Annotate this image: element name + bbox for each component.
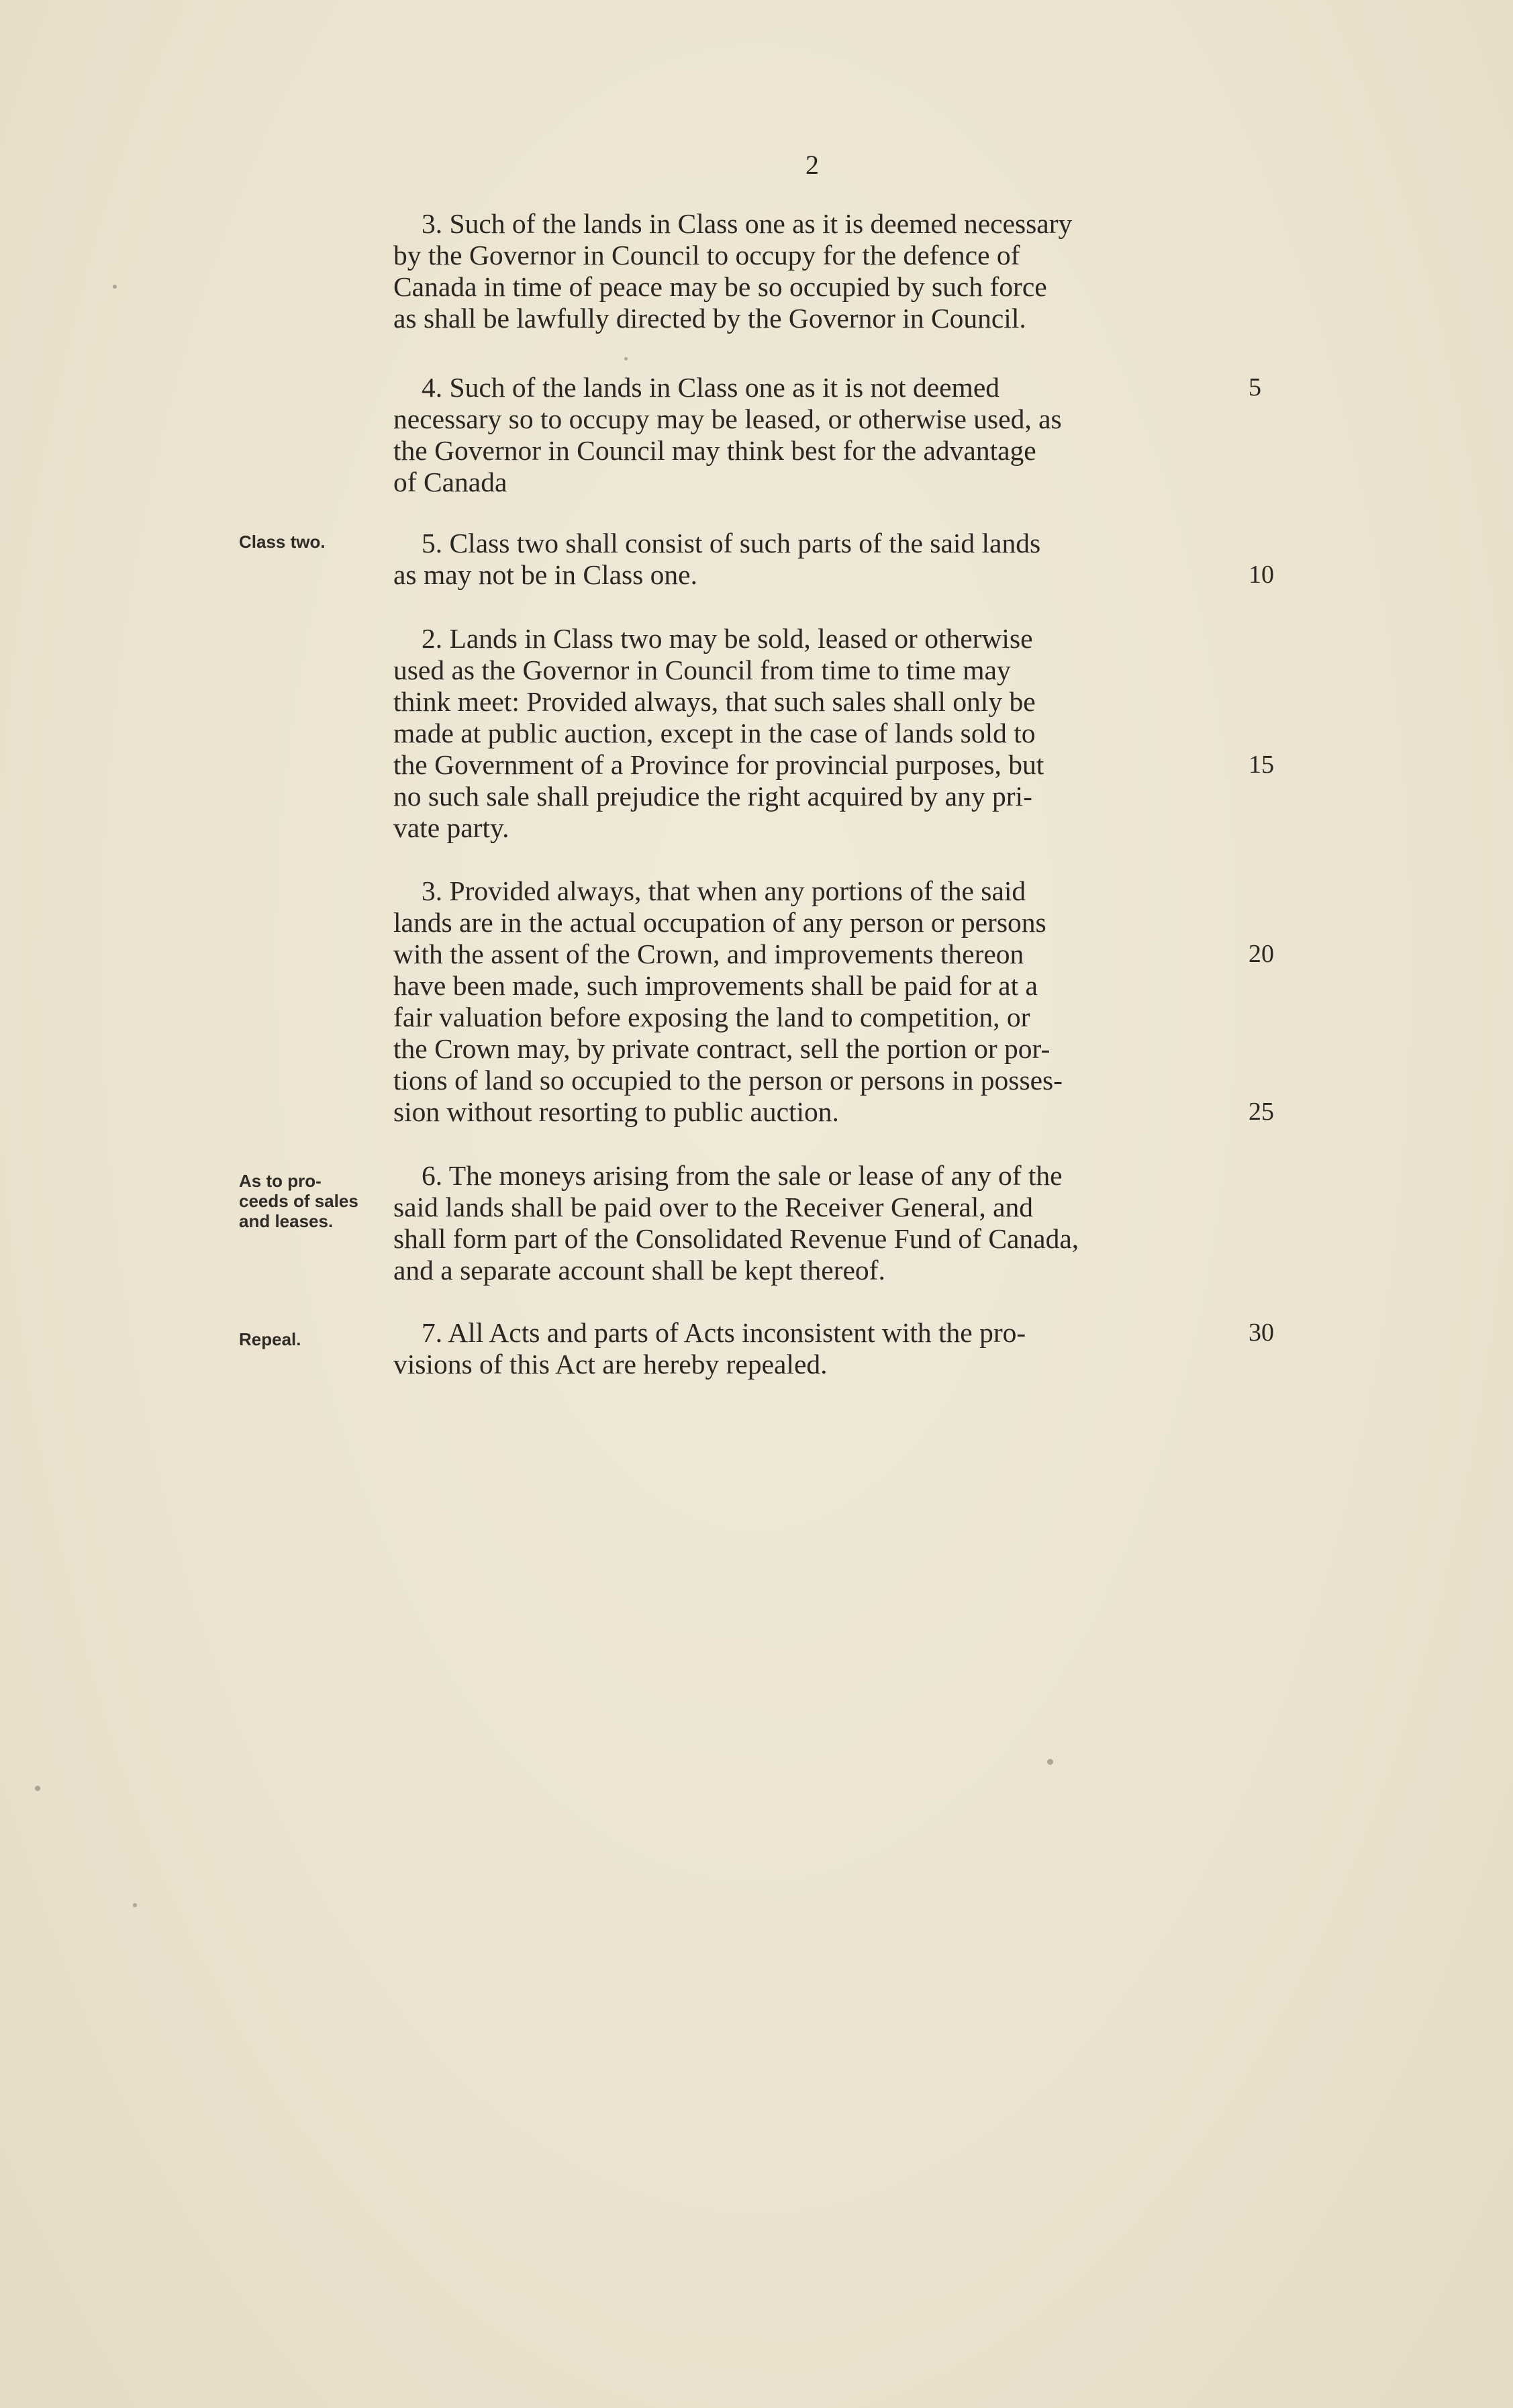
line-number: 10 (1249, 561, 1274, 589)
page-number: 2 (806, 150, 819, 180)
text-line: sion without resorting to public auction. (393, 1096, 839, 1127)
line-number: 25 (1249, 1098, 1274, 1126)
paragraph-section-5-2 (393, 623, 1242, 844)
paper-speck (113, 285, 117, 289)
text-line: vate party. (393, 812, 509, 843)
paragraph-section-6 (393, 1160, 1242, 1286)
text-line: lands are in the actual occupation of any person or persons (393, 907, 1046, 938)
text-line: with the assent of the Crown, and improvements thereon (393, 938, 1024, 969)
margin-note-class-two: Class two. (239, 532, 326, 552)
text-line: necessary so to occupy may be leased, or otherwise used, as (393, 403, 1062, 434)
margin-note-line: ceeds of sales (239, 1191, 358, 1211)
text-line: the Crown may, by private contract, sell the portion or por- (393, 1033, 1051, 1064)
text-line: 5. Class two shall consist of such parts of the said lands (422, 528, 1041, 559)
text-line: 6. The moneys arising from the sale or lease of any of the (422, 1160, 1063, 1191)
text-line: 7. All Acts and parts of Acts inconsistent with the pro- (422, 1317, 1026, 1348)
text-line: made at public auction, except in the case of lands sold to (393, 718, 1036, 749)
line-number: 20 (1249, 940, 1274, 968)
paper-speck (1047, 1759, 1053, 1765)
margin-note-repeal: Repeal. (239, 1329, 301, 1349)
text-line: and a separate account shall be kept thereof. (393, 1255, 885, 1286)
text-line: fair valuation before exposing the land to competition, or (393, 1002, 1030, 1032)
paper-speck (624, 357, 628, 360)
paragraph-section-4-3 (393, 208, 1242, 334)
text-line: as may not be in Class one. (393, 559, 697, 590)
margin-note-proceeds (239, 1171, 387, 1231)
paragraph-section-5 (393, 528, 1242, 591)
text-line: shall form part of the Consolidated Revenue Fund of Canada, (393, 1223, 1079, 1254)
text-line: the Governor in Council may think best for the advantage (393, 435, 1036, 466)
text-line: Canada in time of peace may be so occupied by such force (393, 271, 1047, 302)
margin-note-line: As to pro- (239, 1171, 322, 1191)
text-line: tions of land so occupied to the person or persons in posses- (393, 1065, 1063, 1096)
text-line: by the Governor in Council to occupy for the defence of (393, 240, 1020, 271)
text-line: 2. Lands in Class two may be sold, leased or otherwise (422, 623, 1033, 654)
text-line: the Government of a Province for provincial purposes, but (393, 749, 1044, 780)
line-number: 5 (1249, 373, 1261, 401)
paper-speck (35, 1786, 40, 1791)
text-line: used as the Governor in Council from time to time may (393, 655, 1011, 685)
text-line: think meet: Provided always, that such sales shall only be (393, 686, 1036, 717)
line-number: 15 (1249, 751, 1274, 779)
text-line: no such sale shall prejudice the right acquired by any pri- (393, 781, 1032, 812)
text-line: have been made, such improvements shall be paid for at a (393, 970, 1038, 1001)
text-line: as shall be lawfully directed by the Governor in Council. (393, 303, 1026, 334)
text-line: 4. Such of the lands in Class one as it is not deemed (422, 372, 1000, 403)
text-line: of Canada (393, 467, 507, 497)
text-line: 3. Provided always, that when any portions of the said (422, 875, 1026, 906)
paragraph-section-5-3 (393, 875, 1242, 1128)
line-number: 30 (1249, 1318, 1274, 1347)
text-line: 3. Such of the lands in Class one as it is deemed necessary (422, 208, 1073, 239)
paragraph-section-4-4 (393, 372, 1242, 498)
paragraph-section-7 (393, 1317, 1242, 1380)
text-line: said lands shall be paid over to the Receiver General, and (393, 1192, 1034, 1222)
margin-note-line: and leases. (239, 1211, 334, 1231)
paper-speck (133, 1903, 137, 1907)
text-line: visions of this Act are hereby repealed. (393, 1349, 828, 1380)
